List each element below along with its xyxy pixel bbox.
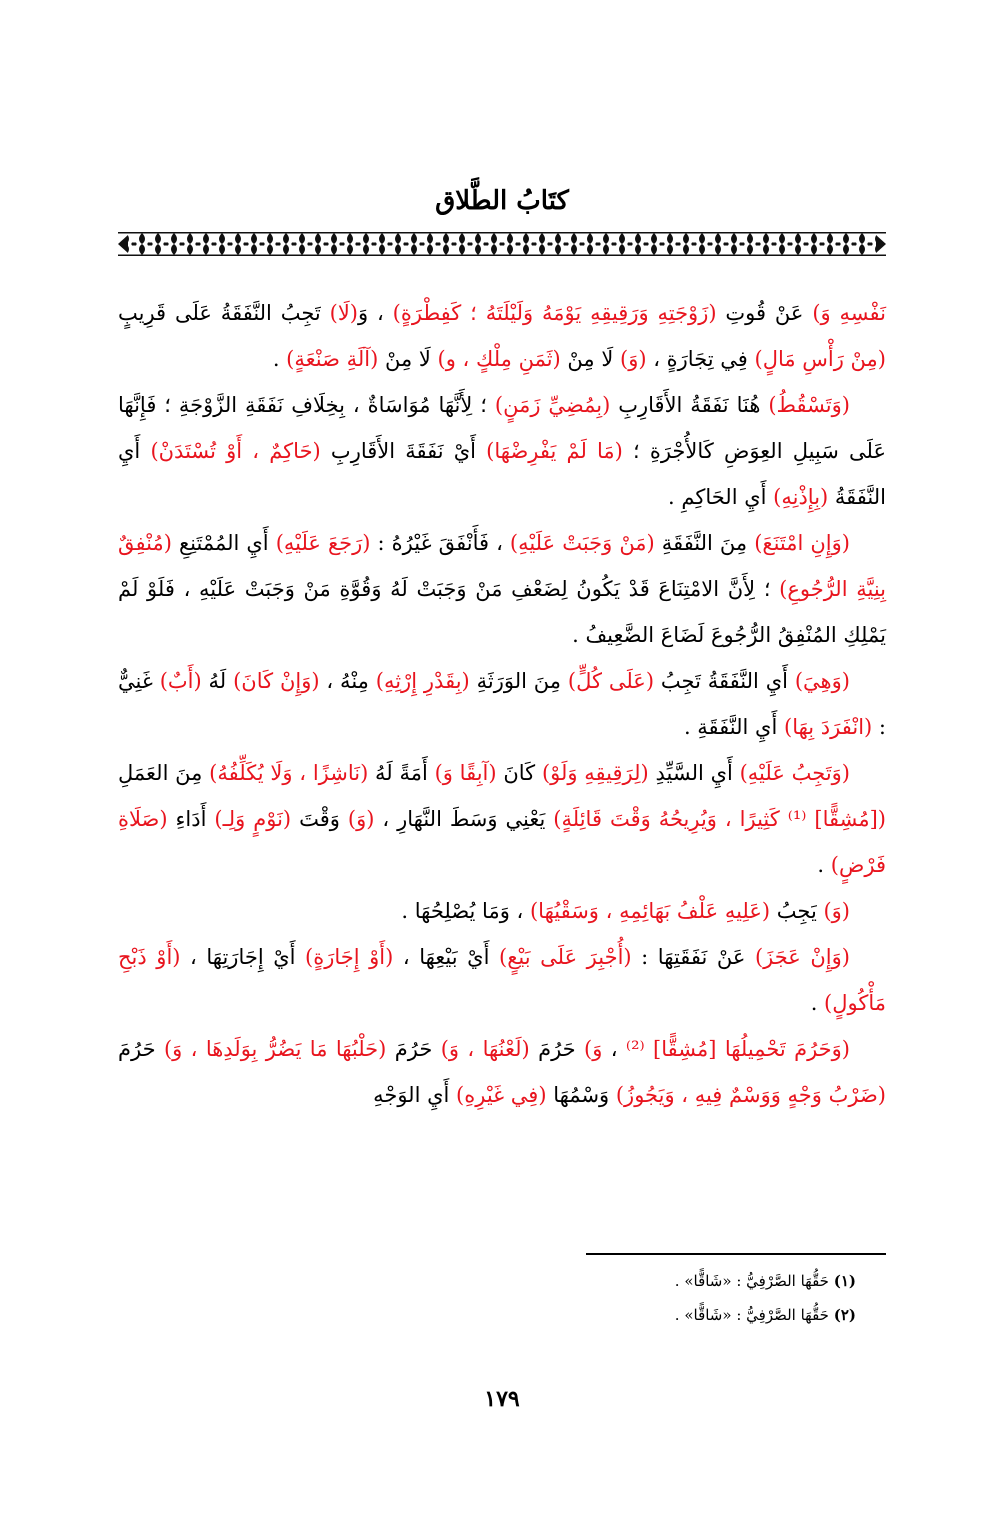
commentary-text: مِنَ العَمَلِ (118, 761, 210, 785)
matn-text: (وَ) (823, 899, 850, 923)
footnote-separator (586, 1253, 886, 1255)
matn-text: (عَلَى كُلٍّ) (567, 669, 655, 693)
matn-text: (صَلَاةِ فَرْضٍ) (118, 807, 886, 877)
commentary-text: . (272, 347, 287, 371)
footnote (118, 1298, 886, 1332)
commentary-text: لَا مِنْ (378, 347, 438, 371)
footnote (118, 1264, 886, 1298)
matn-text: (نَاشِزًا ، وَلَا يُكَلِّفُهُ) (209, 761, 369, 785)
matn-text: (وَهِيَ) (794, 669, 850, 693)
commentary-text: هُنَا نَفَقَةُ الأَقَارِبِ (610, 393, 769, 417)
text-paragraph (118, 934, 886, 1026)
matn-text: (أُجْبِرَ عَلَى بَيْعٍ) (499, 945, 632, 969)
commentary-text: أَيِ الحَاكِمِ . (668, 485, 774, 509)
matn-text: (وَإِنْ عَجَزَ) (754, 945, 850, 969)
matn-text: (أَوْ ذَبْحِ مَأْكُولٍ) (118, 945, 886, 1015)
matn-text: (عَلِيهِ عَلْفُ بَهَائِمِهِ ، وَسَقْيُهَا) (529, 899, 771, 923)
text-paragraph (118, 290, 886, 382)
commentary-text: أَيِ النَّفَقَةُ (118, 439, 886, 509)
commentary-text: أَمَةً لَهُ (368, 761, 435, 785)
matn-text: (مَا لَمْ يَفْرِضْهَا) (486, 439, 623, 463)
matn-text: (وَ) (347, 807, 375, 831)
commentary-text: عَنْ نَفَقَتِهَا : (631, 945, 755, 969)
commentary-text: مِنْهُ ، (319, 669, 376, 693)
commentary-text: كَانَ (496, 761, 542, 785)
commentary-text: عَنْ قُوتِ (716, 301, 813, 325)
footnote-text: حَقُّهَا الصَّرْفِيُّ : «شَاقًّا» . (674, 1306, 834, 1324)
commentary-text: . (817, 853, 831, 877)
text-paragraph (118, 888, 886, 934)
matn-text: (لَعْنُهَا ، وَ) (440, 1037, 530, 1061)
matn-text: (انْفَرَدَ بِهَا) (784, 715, 873, 739)
commentary-text: أَيْ نَفَقَةَ الأَقَارِبِ (320, 439, 487, 463)
commentary-text: يَجِبُ (770, 899, 824, 923)
footnote-number: (٢) (833, 1306, 856, 1324)
commentary-text: غَنِيٌّ : (118, 669, 886, 739)
commentary-text: أَيْ بَيْعِهَا ، (393, 945, 500, 969)
commentary-text: ، وَمَا يُصْلِحُهَا . (401, 899, 530, 923)
matn-text: (حَاكِمٌ ، أَوْ تُسْتَدَنْ) (150, 439, 321, 463)
matn-text: وَ) (584, 1037, 603, 1061)
text-paragraph (118, 1026, 886, 1118)
commentary-text: حَرُمَ (118, 1037, 164, 1061)
commentary-text: أَيِ النَّفَقَةِ . (683, 715, 784, 739)
matn-text: (بِقَدْرِ إِرْثِهِ) (375, 669, 470, 693)
matn-text: (لِرَقِيقِهِ وَلَوْ) (541, 761, 649, 785)
matn-text: ([مُشِقًّا] ⁽¹⁾ كَثِيرًا ، وَيُرِيحُهُ وَقْتَ قَائِلَةٍ) (553, 807, 887, 831)
commentary-text: ، فَأَنْفَقَ غَيْرُهُ : (370, 531, 510, 555)
commentary-text: أَيْ إِجَارَتِهَا ، (180, 945, 306, 969)
commentary-text: تَجِبُ النَّفَقَةُ عَلَى قَرِيبٍ (118, 301, 330, 325)
commentary-text: ؛ لِأَنَّ الامْتِنَاعَ قَدْ يَكُونُ لِضَعْفِ مَنْ وَجَبَتْ لَهُ وَقُوَّةِ مَنْ وَجَبَتْ عَلَيْهِ ، فَلَوْ لَمْ يَمْلِكِ المُنْفِقُ الرُّجُوعَ لَضَاعَ الضَّعِيفُ . (118, 577, 886, 647)
matn-text: (وَحَرُمَ تَحْمِيلُهَا [مُشِقًّا] ⁽²⁾ (625, 1037, 851, 1061)
matn-text: (أَوْ إِجَارَةٍ) (305, 945, 394, 969)
commentary-text: أَيِ النَّفَقَةُ تَجِبُ (654, 669, 795, 693)
commentary-text: ، وَ (358, 301, 393, 325)
matn-text: (وَإِنْ كَانَ) (233, 669, 320, 693)
matn-text: (وَ) (620, 347, 647, 371)
matn-text: (لَا) (329, 301, 359, 325)
matn-text: (بِمُضِيِّ زَمَنٍ) (494, 393, 611, 417)
matn-text: (بِإِذْنِهِ) (773, 485, 829, 509)
page-number: ١٧٩ (484, 1386, 520, 1412)
commentary-text: حَرُمَ (386, 1037, 441, 1061)
commentary-text: . (810, 991, 825, 1015)
text-paragraph (118, 382, 886, 520)
matn-text: (آلَةِ صَنْعَةٍ) (286, 347, 379, 371)
matn-text: (رَجَعَ عَلَيْهِ) (275, 531, 371, 555)
matn-text: (زَوْجَتِهِ وَرَقِيقِهِ يَوْمَهُ وَلَيْلَتَهُ ؛ كَفِطْرَةٍ) (392, 301, 717, 325)
matn-text: (وَتَسْقُطُ) (768, 393, 850, 417)
commentary-text: يَعْنِي وَسَطَ النَّهَارِ ، (374, 807, 554, 831)
commentary-text: مِنَ الوَرَثَةِ (469, 669, 568, 693)
matn-text: (مِنْ رَأْسِ مَالٍ) (754, 347, 886, 371)
matn-text: (ثَمَنِ مِلْكٍ ، و) (437, 347, 561, 371)
commentary-text: وَقْتَ (291, 807, 348, 831)
matn-text: (وَتَجِبُ عَلَيْهِ) (739, 761, 850, 785)
footnotes (118, 1264, 886, 1332)
text-paragraph (118, 750, 886, 888)
commentary-text: أَيِ الوَجْهِ (373, 1083, 457, 1107)
matn-text: نَفْسِهِ وَ) (812, 301, 886, 325)
matn-text: (وَإِنِ امْتَنَعَ) (754, 531, 850, 555)
main-text (118, 290, 886, 1118)
commentary-text: حَرُمَ (529, 1037, 585, 1061)
commentary-text: أَدَاءِ (167, 807, 215, 831)
matn-text: (ضَرْبُ وَجْهٍ وَوَسْمٌ فِيهِ ، وَيَجُوزُ) (615, 1083, 886, 1107)
matn-text: (مُنْفِقٌ بِنِيَّةِ الرُّجُوعِ) (118, 531, 886, 601)
text-paragraph (118, 658, 886, 750)
commentary-text: أَيِ السَّيِّدِ (648, 761, 740, 785)
text-paragraph (118, 520, 886, 658)
commentary-text: لَهُ (201, 669, 234, 693)
commentary-text: فِي تِجَارَةٍ ، (646, 347, 755, 371)
matn-text: (مَنْ وَجَبَتْ عَلَيْهِ) (509, 531, 655, 555)
commentary-text: ؛ لِأَنَّهَا مُوَاسَاةٌ ، بِخِلَافِ نَفَقَةِ الزَّوْجَةِ ؛ فَإِنَّهَا عَلَى سَبِيلِ العِوَضِ كَالأُجْرَةِ ؛ (118, 393, 887, 463)
matn-text: (نَوْمٍ وَلِـ) (214, 807, 292, 831)
matn-text: (آبِقًا وَ) (434, 761, 497, 785)
commentary-text: مِنَ النَّفَقَةِ (654, 531, 755, 555)
commentary-text: أَيِ المُمْتَنِعِ (171, 531, 276, 555)
commentary-text: ، (602, 1037, 626, 1061)
matn-text: (حَلْبُهَا مَا يَضُرُّ بِوَلَدِهَا ، وَ) (163, 1037, 387, 1061)
ornamental-border (118, 230, 886, 258)
commentary-text: وَسْمُهَا (546, 1083, 616, 1107)
footnote-number: (١) (833, 1272, 856, 1290)
matn-text: (أَبٌ) (159, 669, 202, 693)
footnote-text: حَقُّهَا الصَّرْفِيُّ : «شَاقًّا» . (674, 1272, 834, 1290)
commentary-text: لَا مِنْ (560, 347, 620, 371)
matn-text: (فِي غَيْرِهِ) (456, 1083, 547, 1107)
page-header-title: كتَابُ الطَّلاق (435, 186, 569, 216)
